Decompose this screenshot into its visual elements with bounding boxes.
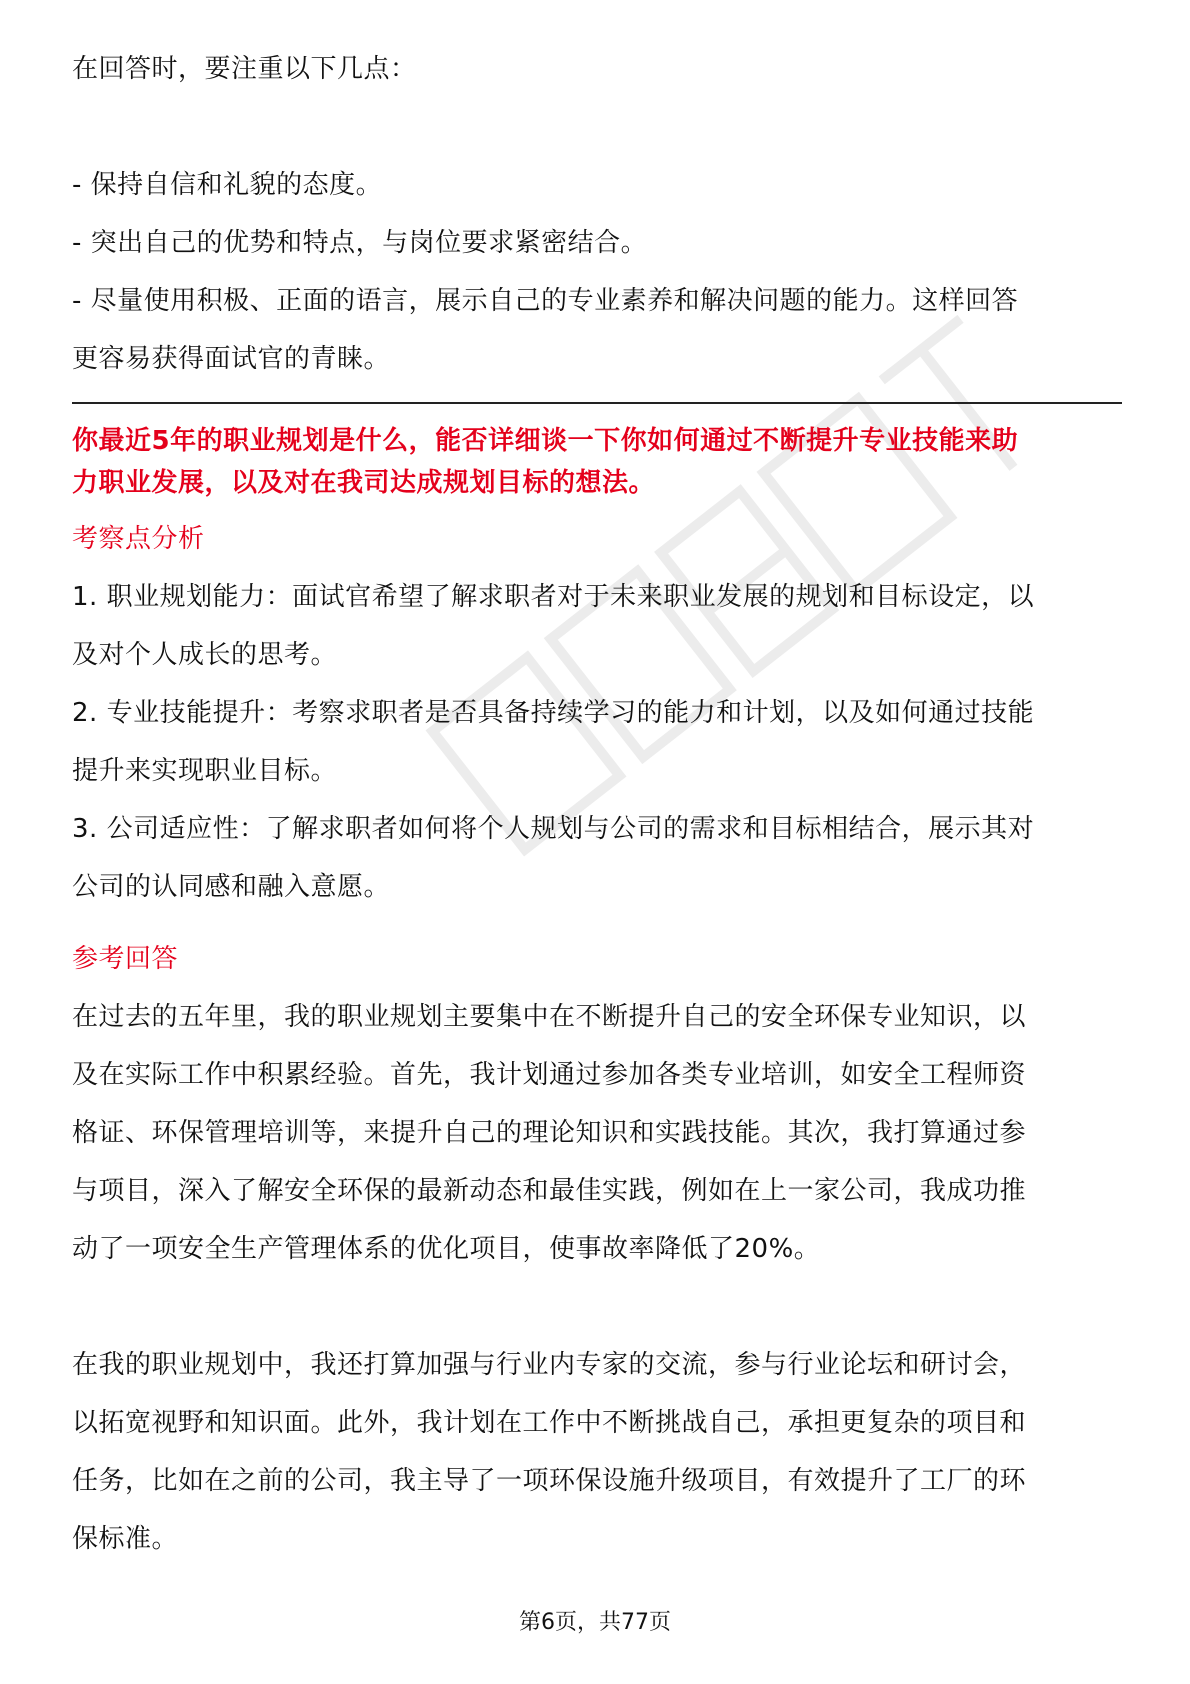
page-number: 第6页，共77页	[519, 1610, 671, 1635]
answer-line: 保标准。	[72, 1524, 179, 1554]
answer-line: 动了一项安全生产管理体系的优化项目，使事故率降低了20%。	[72, 1234, 821, 1264]
spacer	[72, 1278, 1122, 1336]
bullet-item: - 保持自信和礼貌的态度。	[72, 170, 383, 200]
analysis-line: 3. 公司适应性：了解求职者如何将个人规划与公司的需求和目标相结合，展示其对	[72, 814, 1035, 844]
answer-line: 以拓宽视野和知识面。此外，我计划在工作中不断挑战自己，承担更复杂的项目和	[72, 1408, 1027, 1438]
section-divider	[72, 402, 1122, 404]
answer-line: 及在实际工作中积累经验。首先，我计划通过参加各类专业培训，如安全工程师资	[72, 1060, 1027, 1090]
bullet-item: - 尽量使用积极、正面的语言，展示自己的专业素养和解决问题的能力。这样回答	[72, 286, 1019, 316]
answer-title: 参考回答	[72, 944, 179, 974]
analysis-line: 及对个人成长的思考。	[72, 640, 338, 670]
document-page	[72, 40, 1122, 1568]
bullet-item: - 突出自己的优势和特点，与岗位要求紧密结合。	[72, 228, 648, 258]
answer-line: 任务，比如在之前的公司，我主导了一项环保设施升级项目，有效提升了工厂的环	[72, 1466, 1027, 1496]
analysis-line: 1. 职业规划能力：面试官希望了解求职者对于未来职业发展的规划和目标设定，以	[72, 582, 1035, 612]
analysis-line: 提升来实现职业目标。	[72, 756, 338, 786]
question-line: 力职业发展，以及对在我司达成规划目标的想法。	[72, 468, 656, 498]
answer-line: 在我的职业规划中，我还打算加强与行业内专家的交流，参与行业论坛和研讨会，	[72, 1350, 1027, 1380]
question-line: 你最近5年的职业规划是什么，能否详细谈一下你如何通过不断提升专业技能来助	[72, 426, 1019, 456]
answer-line: 与项目，深入了解安全环保的最新动态和最佳实践，例如在上一家公司，我成功推	[72, 1176, 1027, 1206]
answer-line: 格证、环保管理培训等，来提升自己的理论知识和实践技能。其次，我打算通过参	[72, 1118, 1027, 1148]
analysis-line: 2. 专业技能提升：考察求职者是否具备持续学习的能力和计划，以及如何通过技能	[72, 698, 1035, 728]
question-heading	[72, 420, 1122, 504]
intro-lead: 在回答时，要注重以下几点：	[72, 54, 417, 84]
analysis-title: 考察点分析	[72, 524, 205, 554]
spacer	[72, 98, 1122, 156]
answer-line: 在过去的五年里，我的职业规划主要集中在不断提升自己的安全环保专业知识，以	[72, 1002, 1027, 1032]
bullet-item-continued: 更容易获得面试官的青睐。	[72, 344, 391, 374]
analysis-line: 公司的认同感和融入意愿。	[72, 872, 391, 902]
